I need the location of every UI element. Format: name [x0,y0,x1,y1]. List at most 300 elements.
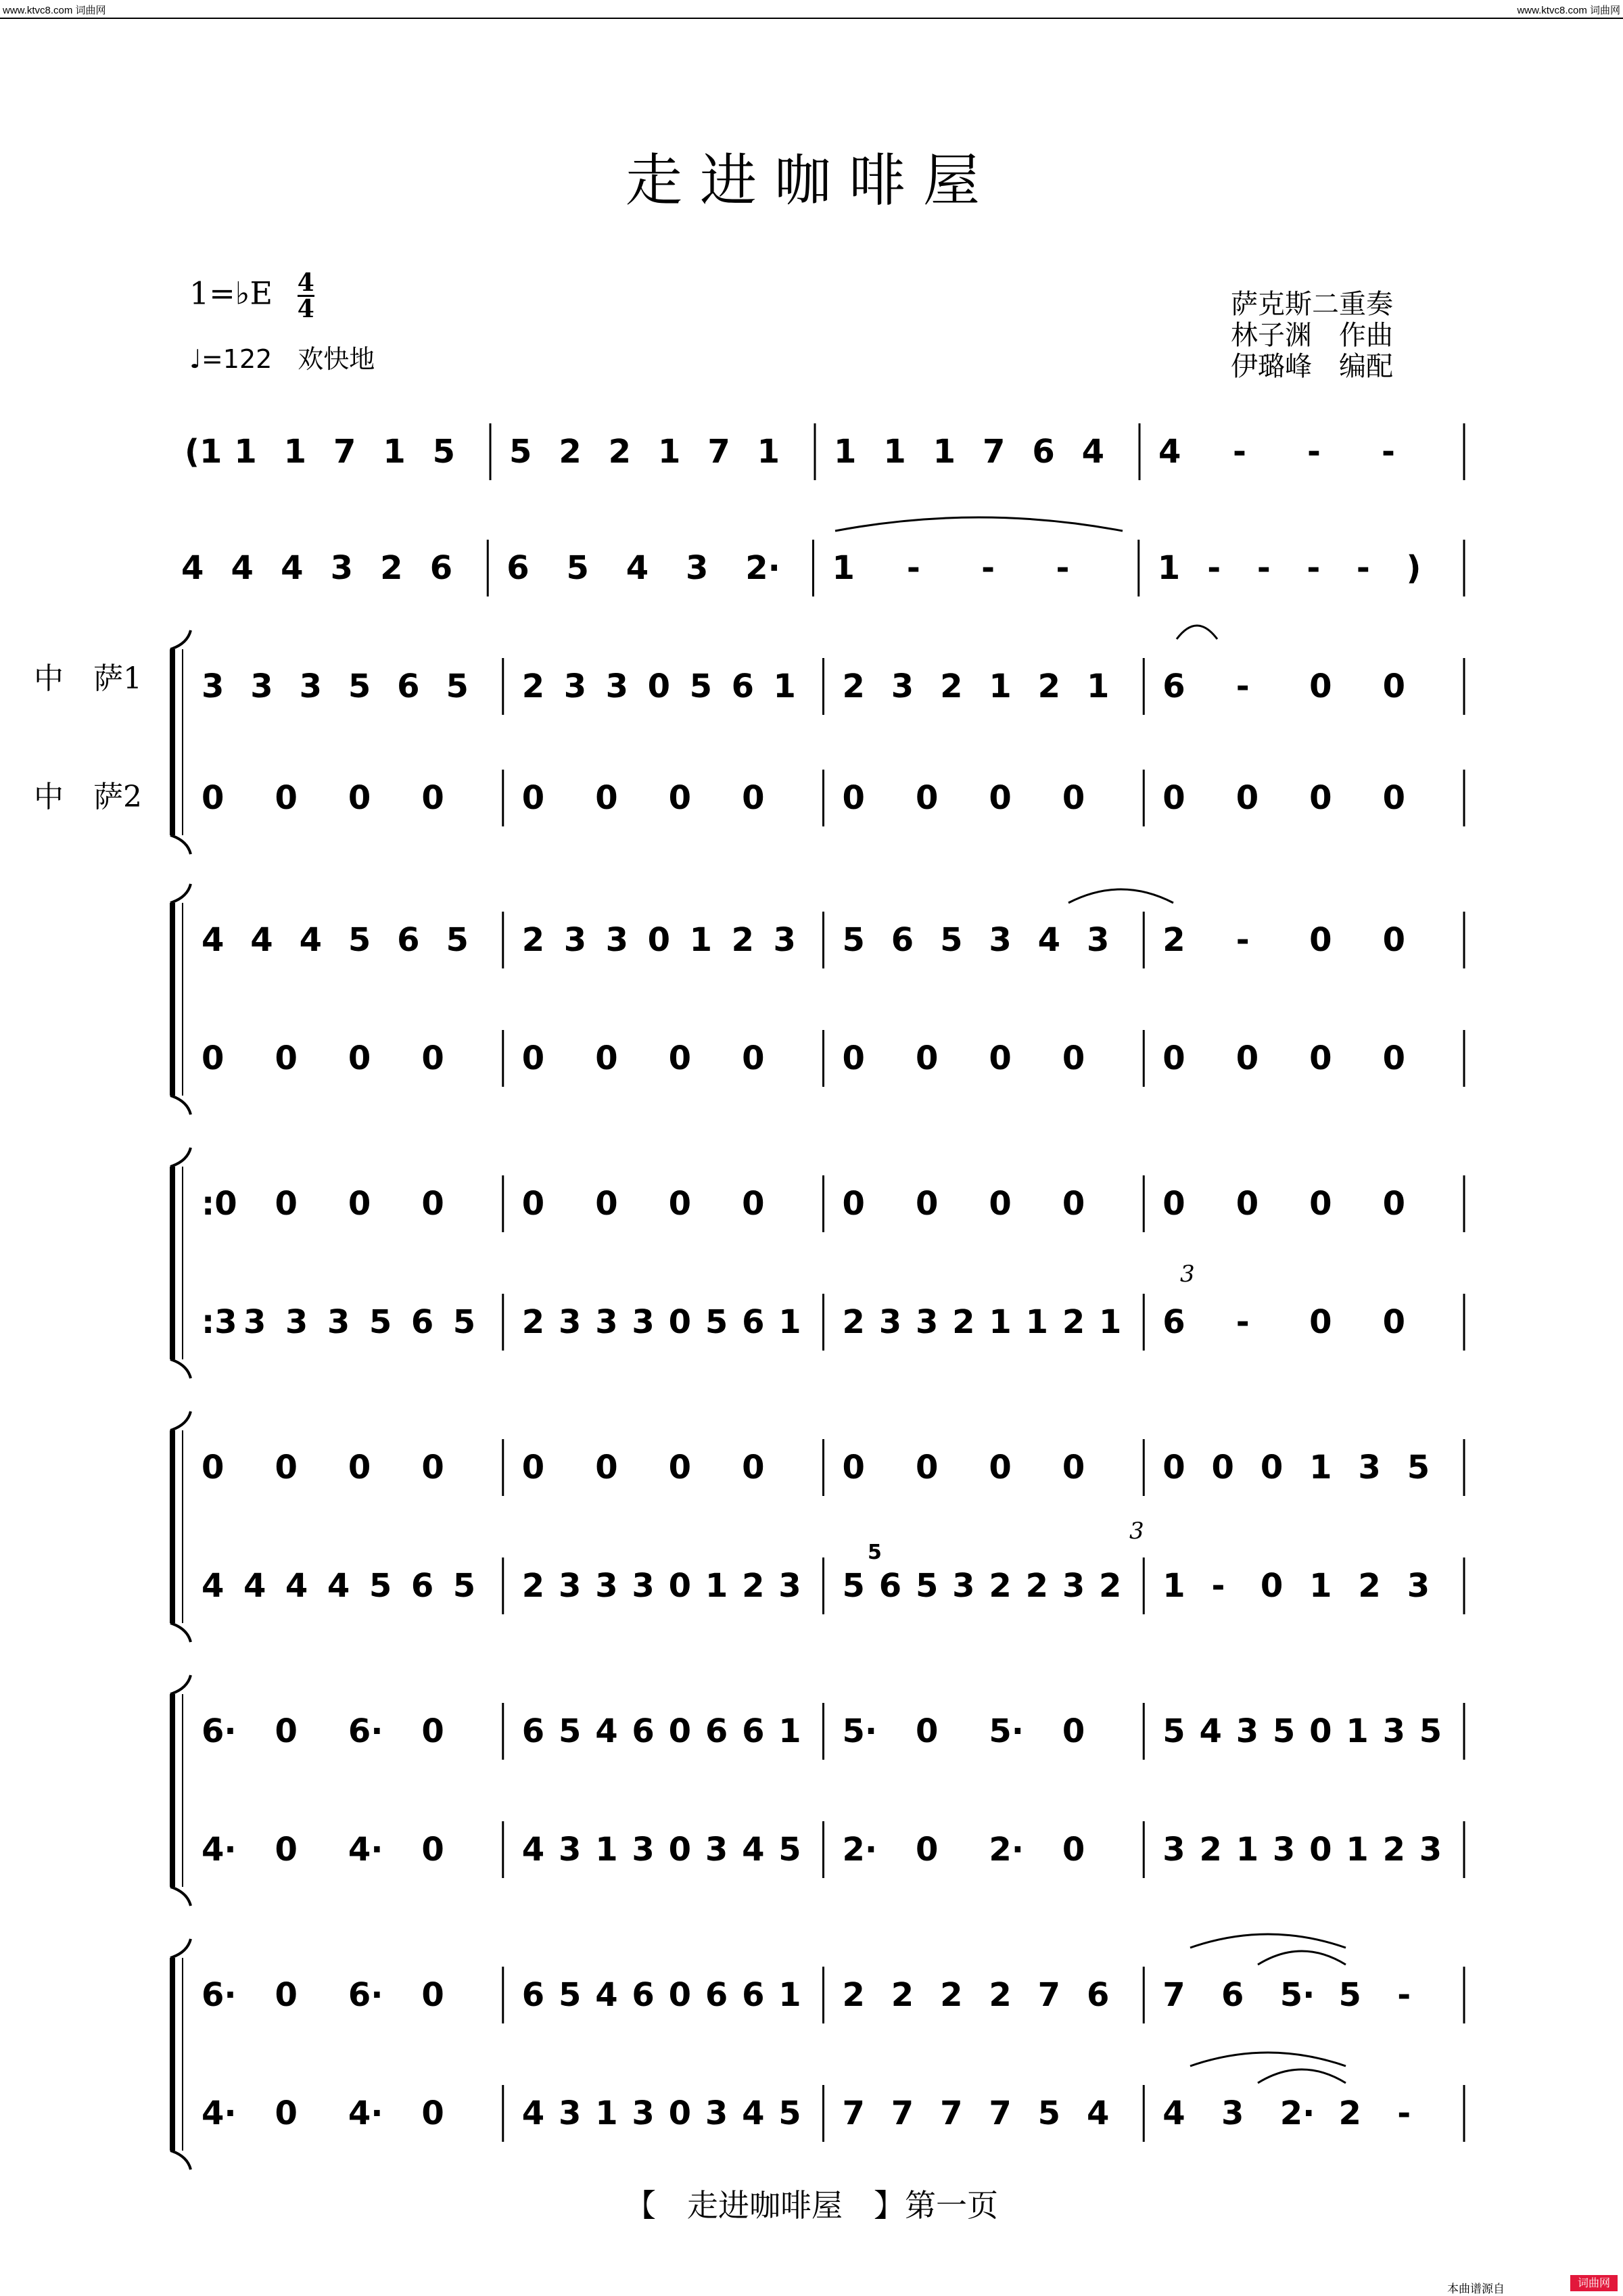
note: 6· [202,1712,237,1750]
note: 1 [883,433,906,471]
bracket-hook-bottom [170,835,191,854]
bracket-hook-top [170,1939,191,1958]
note: - [1236,921,1250,959]
note: 7 [707,433,730,471]
note: 6 [632,1976,655,2014]
note: 2 [1338,2094,1361,2132]
note: 0 [1236,1039,1259,1077]
credit-arranger: 伊璐峰 编配 [1231,351,1393,382]
note: 3 [605,921,629,959]
slur [835,517,1123,531]
page-footer: 【 走进咖啡屋 】第一页 [625,2187,998,2224]
note: 5· [842,1712,878,1750]
note: 6 [410,1303,434,1341]
note: 0 [1211,1449,1234,1486]
note: 5 [369,1303,392,1341]
note: 3 [705,2094,728,2132]
note: 0 [1062,1039,1085,1077]
note: 2 [1358,1567,1381,1605]
note: 2 [842,1303,865,1341]
note: - [906,549,920,587]
note: 3 [1382,1712,1405,1750]
note: 0 [521,779,545,817]
note: 0 [668,1449,692,1486]
note: 2 [1025,1567,1048,1605]
note: 0 [275,1185,298,1223]
bracket-hook-bottom [170,1887,191,1906]
note: 0 [668,1303,692,1341]
note: 2 [1062,1303,1085,1341]
note: 4 [231,549,254,587]
note: (1 [185,433,222,471]
note: 3 [1419,1831,1442,1869]
note: 0 [1382,667,1405,705]
note: 0 [202,779,225,817]
note: 3 [330,549,354,587]
note: - [1397,1976,1411,2014]
note: 2 [940,1976,963,2014]
note: 4 [243,1567,266,1605]
note: 5 [1037,2094,1061,2132]
note: 5 [1162,1712,1185,1750]
note: 3 [632,1303,655,1341]
note: 2 [521,921,545,959]
credit-composer: 林子渊 作曲 [1231,320,1393,351]
note: 7 [333,433,356,471]
page-title: 走进咖啡屋 [625,147,997,214]
note: 0 [647,667,671,705]
note: - [1356,549,1370,587]
note: - [1397,2094,1411,2132]
bracket-hook-top [170,1675,191,1694]
note: 4 [1037,921,1061,959]
note: 0 [1309,1303,1332,1341]
note: 0 [989,779,1012,817]
note: 0 [915,1712,939,1750]
note: 0 [275,779,298,817]
note: 0 [668,2094,692,2132]
note: 0 [1382,1185,1405,1223]
bracket-hook-bottom [170,1623,191,1642]
note: 6 [705,1712,728,1750]
note: 5 [446,667,469,705]
note: 4 [285,1567,308,1605]
note: 1 [989,667,1012,705]
note: 6 [429,549,453,587]
note: 1 [757,433,780,471]
note: 6· [348,1976,383,2014]
note: 3 [778,1567,801,1605]
note: 3 [202,667,225,705]
note: 5 [348,667,371,705]
note: 4 [595,1712,618,1750]
note: 1 [1162,1567,1185,1605]
note: 2 [989,1567,1012,1605]
note: 5 [1338,1976,1361,2014]
note: 2 [989,1976,1012,2014]
note: 3 [299,667,322,705]
note: 1 [773,667,796,705]
note: 0 [1162,1039,1185,1077]
note: 0 [1382,1039,1405,1077]
note: 1 [234,433,257,471]
note: 0 [647,921,671,959]
note: 4 [1081,433,1105,471]
note: 1 [1099,1303,1122,1341]
note: 0 [275,1039,298,1077]
note: 0 [1260,1567,1284,1605]
note: 0 [348,779,371,817]
note: 2 [1099,1567,1122,1605]
note: 0 [275,1712,298,1750]
bracket-hook-bottom [170,1359,191,1378]
source-note: 本曲谱源自 [1447,2282,1505,2296]
note: 6 [731,667,754,705]
note: 3 [558,1831,582,1869]
note: 0 [348,1449,371,1486]
note: 0 [668,1976,692,2014]
note: 2 [521,667,545,705]
note: 0 [595,1449,618,1486]
bracket-hook-bottom [170,1096,191,1115]
note: 6 [507,549,530,587]
note: 6· [202,1976,237,2014]
note: 1 [705,1567,728,1605]
note: 5 [452,1303,476,1341]
note: 0 [842,1449,865,1486]
note: 5 [348,921,371,959]
note: 4 [521,1831,545,1869]
note: 1 [1025,1303,1048,1341]
note: 0 [1062,1449,1085,1486]
note: - [1233,433,1246,471]
note: 6 [521,1712,545,1750]
bracket-hook-bottom [170,2151,191,2170]
note: 0 [842,779,865,817]
note: - [1256,549,1271,587]
note: 0 [1062,779,1085,817]
note: 0 [275,1976,298,2014]
note: 3 [563,667,587,705]
note: 5 [452,1567,476,1605]
note: 5 [558,1976,582,2014]
note: 4 [626,549,649,587]
note: - [1382,433,1395,471]
note: 0 [742,779,765,817]
note: 0 [668,1039,692,1077]
note: 3 [632,2094,655,2132]
note: 2· [842,1831,878,1869]
note: 0 [202,1039,225,1077]
slur [1068,889,1173,903]
note: 1 [989,1303,1012,1341]
note: 0 [421,779,444,817]
note: 1 [778,1976,801,2014]
note: 2 [952,1303,975,1341]
note: 2 [891,1976,914,2014]
note: 4 [202,921,225,959]
note: 3 [558,2094,582,2132]
note: 3 [595,1303,618,1341]
note: - [981,549,995,587]
note: 5 [369,1567,392,1605]
note: 2· [989,1831,1025,1869]
note: 0 [348,1185,371,1223]
slur [1190,1934,1346,1948]
note: 0 [1162,1449,1185,1486]
note: 0 [1062,1185,1085,1223]
note: 0 [668,1567,692,1605]
note: 6 [1032,433,1055,471]
note: 0 [668,779,692,817]
note: 4· [202,1831,237,1869]
note: 1 [933,433,956,471]
note: 0 [1162,779,1185,817]
note: 5 [705,1303,728,1341]
note: 0 [742,1449,765,1486]
note: 2 [380,549,403,587]
note: - [1211,1567,1225,1605]
note: 0 [421,1449,444,1486]
note: 0 [1309,1831,1332,1869]
part-label-2: 中 萨2 [34,780,142,814]
note: 4 [1086,2094,1110,2132]
note: 4 [250,921,273,959]
note: 0 [842,1039,865,1077]
note: 4 [742,2094,765,2132]
note: 1 [1309,1449,1332,1486]
note: 2· [1279,2094,1315,2132]
note: 0 [1382,1303,1405,1341]
note: 0 [595,1185,618,1223]
note: 0 [1062,1712,1085,1750]
grace-note: 5 [868,1541,882,1564]
note: 1 [595,1831,618,1869]
note: 0 [202,1449,225,1486]
note: 6 [410,1567,434,1605]
note: 6 [397,667,420,705]
note: 7 [891,2094,914,2132]
note: 5 [558,1712,582,1750]
note: 2 [940,667,963,705]
note: 0 [521,1449,545,1486]
note: 4 [181,549,204,587]
note: 3 [327,1303,350,1341]
note: 5 [842,921,865,959]
note: 1 [1309,1567,1332,1605]
note: 3 [1162,1831,1185,1869]
note: 1 [1157,549,1181,587]
bracket-hook-top [170,630,191,649]
note: 2 [1199,1831,1222,1869]
note: 3 [705,1831,728,1869]
note: 3 [558,1303,582,1341]
tempo-marking: ♩=122 欢快地 [189,344,375,374]
note: :0 [202,1185,237,1223]
note: 0 [1309,921,1332,959]
note: 0 [1382,921,1405,959]
note: 6 [1086,1976,1110,2014]
note: 0 [1260,1449,1284,1486]
triplet-mark: 3 [1129,1518,1144,1545]
note: 5 [778,2094,801,2132]
note: - [1207,549,1221,587]
note: 1 [778,1712,801,1750]
note: 3 [1272,1831,1296,1869]
note: 5 [1407,1449,1430,1486]
note: 4· [348,2094,383,2132]
time-top: 4 [297,268,314,297]
note: 5 [1419,1712,1442,1750]
slur [1258,1951,1346,1965]
note: 0 [915,1449,939,1486]
note: 1 [383,433,406,471]
note: 1 [283,433,307,471]
note: 5· [1279,1976,1315,2014]
note: 4 [202,1567,225,1605]
note: 0 [1309,1712,1332,1750]
note: 6 [891,921,914,959]
note: 0 [989,1185,1012,1223]
note: 3 [605,667,629,705]
note: 0 [275,1449,298,1486]
note: 0 [1162,1185,1185,1223]
note: 5 [689,667,713,705]
note: 0 [915,1185,939,1223]
note: 2 [608,433,632,471]
source-badge: 词曲网 [1570,2275,1618,2291]
note: 0 [742,1039,765,1077]
note: 0 [915,779,939,817]
note: 7 [842,2094,865,2132]
note: 1 [778,1303,801,1341]
note: 5 [432,433,456,471]
note: 6 [521,1976,545,2014]
note: 3 [989,921,1012,959]
header-right: www.ktvc8.com 词曲网 [1517,5,1620,16]
note: 7 [940,2094,963,2132]
note: 0 [595,1039,618,1077]
credit-ensemble: 萨克斯二重奏 [1231,289,1393,320]
note: 2 [521,1303,545,1341]
note: 1 [689,921,713,959]
note: 4· [202,2094,237,2132]
part-label-1: 中 萨1 [34,661,142,696]
note: 6 [742,1712,765,1750]
note: 2 [842,667,865,705]
note: 3 [891,667,914,705]
note: 0 [842,1185,865,1223]
note: 4 [742,1831,765,1869]
key-label: 1=♭E [189,275,273,312]
note: 6 [1162,667,1185,705]
note: 3 [773,921,796,959]
note: 5 [940,921,963,959]
note: 0 [421,1976,444,2014]
note: 2 [842,1976,865,2014]
note: :3 [202,1303,237,1341]
note: - [1307,433,1321,471]
time-bottom: 4 [297,295,314,323]
note: 6 [1162,1303,1185,1341]
note: 3 [686,549,709,587]
note: 3 [632,1831,655,1869]
note: 0 [989,1449,1012,1486]
note: 0 [668,1185,692,1223]
note: 2 [559,433,582,471]
note: 0 [421,1712,444,1750]
note: 5 [915,1567,939,1605]
note: 6 [397,921,420,959]
triplet-mark: 3 [1180,1261,1195,1288]
note: 2 [1162,921,1185,959]
note: 0 [421,2094,444,2132]
note: 0 [521,1185,545,1223]
bracket-hook-top [170,884,191,903]
note: 3 [558,1567,582,1605]
note: 5 [842,1567,865,1605]
note: 2 [742,1567,765,1605]
note: ) [1406,549,1421,587]
note: 0 [1236,1185,1259,1223]
note: 0 [595,779,618,817]
note: 5 [446,921,469,959]
note: 6 [742,1976,765,2014]
note: 3 [1407,1567,1430,1605]
note: 4· [348,1831,383,1869]
note: 3 [632,1567,655,1605]
note: 7 [1162,1976,1185,2014]
note: 6 [632,1712,655,1750]
note: 0 [275,1831,298,1869]
note: 0 [668,1712,692,1750]
note: 6· [348,1712,383,1750]
note: 2 [1037,667,1061,705]
note: 2· [745,549,780,587]
note: 3 [595,1567,618,1605]
note: 7 [1037,1976,1061,2014]
note: 3 [1221,2094,1244,2132]
note: 0 [1309,1185,1332,1223]
note: 5 [509,433,532,471]
slur [1190,2053,1346,2066]
note: 3 [878,1303,902,1341]
note: 1 [1236,1831,1259,1869]
note: - [1236,667,1250,705]
header-left: www.ktvc8.com 词曲网 [3,5,106,16]
note: 0 [421,1185,444,1223]
note: 1 [834,433,857,471]
note: 6 [878,1567,902,1605]
note: 4 [595,1976,618,2014]
slur [1258,2069,1346,2083]
note: 3 [285,1303,308,1341]
note: 3 [243,1303,266,1341]
note: 4 [1162,2094,1185,2132]
note: 0 [668,1831,692,1869]
note: - [1056,549,1070,587]
note: 0 [1236,779,1259,817]
note: 7 [989,2094,1012,2132]
note: 0 [521,1039,545,1077]
note: 4 [521,2094,545,2132]
bracket-hook-top [170,1148,191,1167]
slur [1177,626,1217,639]
note: 0 [421,1831,444,1869]
note: 1 [832,549,855,587]
note: - [1307,549,1321,587]
note: 0 [1062,1831,1085,1869]
